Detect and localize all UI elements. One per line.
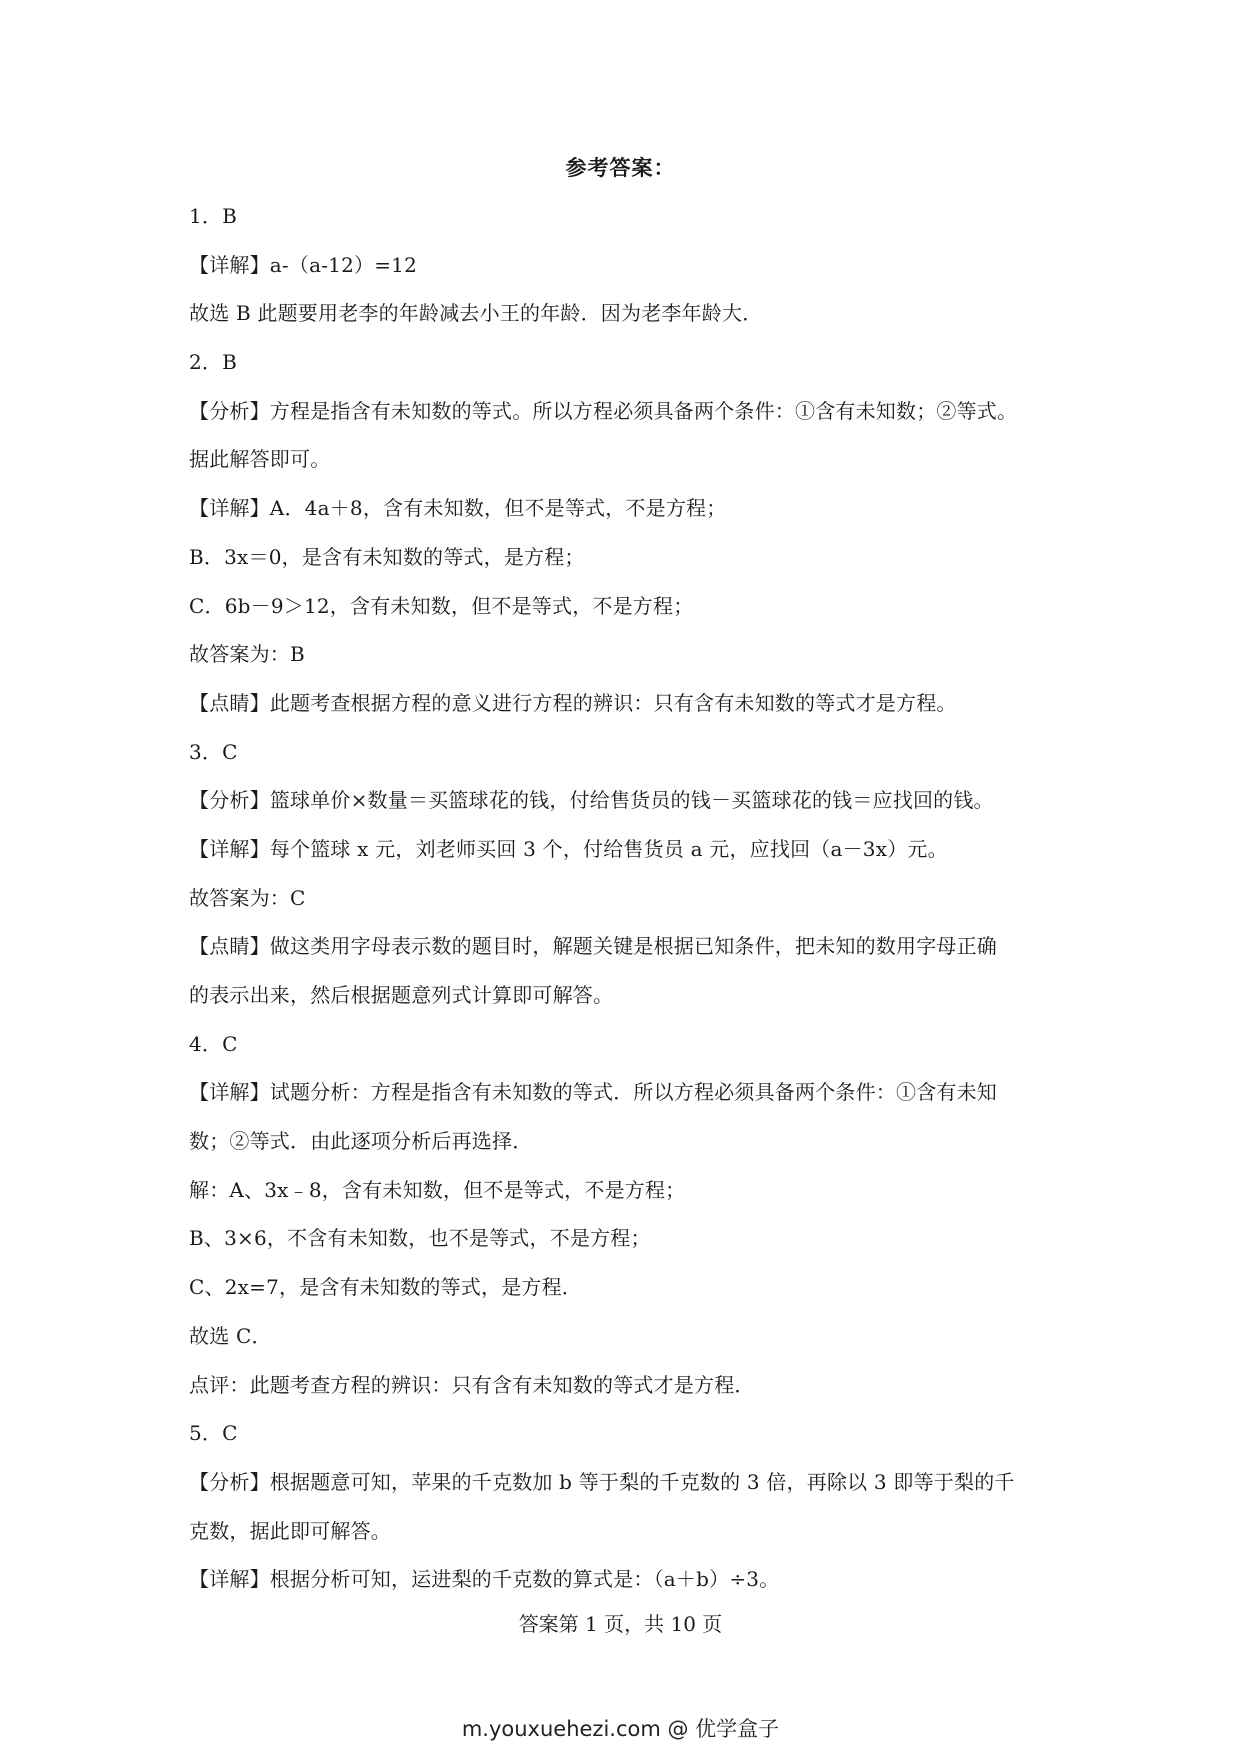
site-watermark: m.youxuehezi.com @ 优学盒子 (461, 1717, 780, 1741)
text-line: 【详解】a-（a-12）=12 (189, 252, 418, 277)
text-line: 数；②等式．由此逐项分析后再选择． (189, 1129, 533, 1154)
text-line: 点评：此题考查方程的辨识：只有含有未知数的等式才是方程． (189, 1372, 755, 1397)
text-line: 【详解】A．4a＋8，含有未知数，但不是等式，不是方程； (189, 496, 727, 521)
text-line: 【详解】根据分析可知，运进梨的千克数的算式是：（a＋b）÷3。 (189, 1567, 780, 1592)
text-line: 3．C (189, 739, 238, 764)
text-line: 故选 B 此题要用老李的年龄减去小王的年龄．因为老李年龄大． (189, 301, 763, 326)
text-line: 克数，据此即可解答。 (189, 1518, 391, 1543)
text-line: 4．C (189, 1031, 238, 1056)
text-line: 【详解】每个篮球 x 元，刘老师买回 3 个，付给售货员 a 元，应找回（a－3x）元。 (189, 836, 948, 861)
text-line: 【点睛】此题考查根据方程的意义进行方程的辨识：只有含有未知数的等式才是方程。 (189, 690, 957, 715)
text-line: 故答案为：C (189, 885, 306, 910)
text-line: 故答案为：B (189, 642, 305, 667)
text-line: B．3x＝0，是含有未知数的等式，是方程； (189, 544, 585, 569)
text-line: 【分析】根据题意可知，苹果的千克数加 b 等于梨的千克数的 3 倍，再除以 3 即等于梨的千 (189, 1469, 1015, 1494)
text-line: 故选 C． (189, 1323, 272, 1348)
page-footer: 答案第 1 页，共 10 页 (518, 1612, 723, 1636)
text-line: 5．C (189, 1421, 238, 1446)
text-line: 据此解答即可。 (189, 447, 331, 472)
answer-content (189, 192, 1069, 1604)
text-line: 2．B (189, 350, 238, 375)
page-title: 参考答案： (565, 156, 676, 180)
text-line: 1．B (189, 204, 238, 228)
text-line: 【点睛】做这类用字母表示数的题目时，解题关键是根据已知条件，把未知的数用字母正确 (189, 934, 997, 959)
text-line: C、2x=7，是含有未知数的等式，是方程． (189, 1275, 582, 1300)
text-line: 的表示出来，然后根据题意列式计算即可解答。 (189, 983, 614, 1007)
text-line: 【分析】方程是指含有未知数的等式。所以方程必须具备两个条件：①含有未知数；②等式。 (189, 398, 1018, 423)
text-line: 【详解】试题分析：方程是指含有未知数的等式．所以方程必须具备两个条件：①含有未知 (189, 1080, 997, 1105)
text-line: B、3×6，不含有未知数，也不是等式，不是方程； (189, 1226, 651, 1251)
text-line: 【分析】篮球单价×数量＝买篮球花的钱，付给售货员的钱－买篮球花的钱＝应找回的钱。 (189, 788, 994, 813)
text-line: C．6b－9＞12，含有未知数，但不是等式，不是方程； (189, 593, 694, 618)
text-line: 解：A、3x﹣8，含有未知数，但不是等式，不是方程； (189, 1177, 686, 1202)
